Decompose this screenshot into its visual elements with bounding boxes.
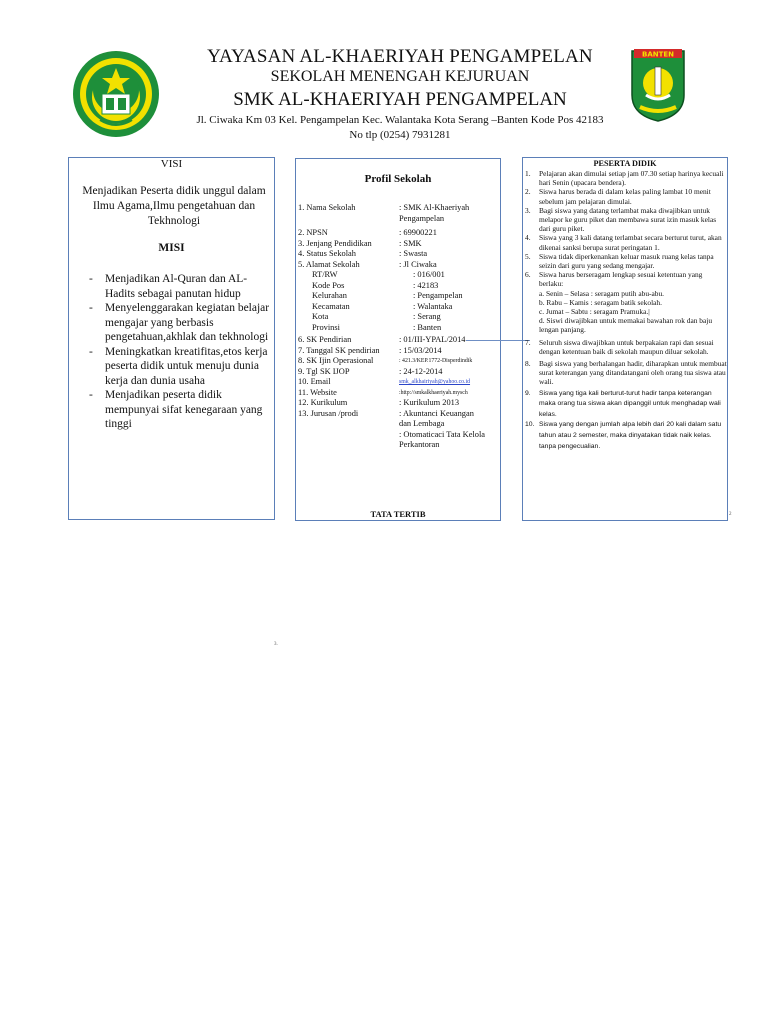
rule-item	[525, 359, 727, 387]
misi-item: - Meningkatkan kreatifitas,etos kerja peserta didik untuk menuju dunia kerja dan dunia usaha	[89, 345, 271, 389]
profil-value: : 42183	[413, 280, 439, 290]
profil-row	[298, 377, 498, 388]
profil-label: Kecamatan	[312, 301, 350, 311]
misi-item: - Menyelenggarakan kegiatan belajar mengajar yang berbasis pengetahuan,akhlak dan tekhnologi	[89, 301, 271, 345]
profil-label: Provinsi	[312, 322, 340, 332]
profil-label	[298, 214, 399, 225]
peserta-didik-panel	[522, 157, 728, 521]
peserta-rules	[525, 169, 727, 452]
profil-row	[298, 312, 498, 323]
rule-text: Siswa harus berseragam lengkap sesuai ketentuan yang berlaku:	[539, 270, 703, 289]
rule-text: Pelajaran akan dimulai setiap jam 07.30 setiap harinya kecuali hari Senin (upacara bendera).	[539, 169, 724, 188]
profil-label: 6. SK Pendirian	[298, 335, 352, 344]
profil-value: : 24-12-2014	[399, 366, 443, 376]
profil-label: 2. NPSN	[298, 228, 328, 237]
profil-value: : Akuntanci Keuangan	[399, 408, 474, 418]
profil-label: Kota	[312, 312, 329, 321]
profil-label: 7. Tanggal SK pendirian	[298, 345, 380, 355]
profil-label: 9. Tgl SK IJOP	[298, 366, 350, 376]
profil-label: Kode Pos	[312, 280, 345, 290]
misi-title: MISI	[158, 242, 185, 254]
rule-item	[525, 233, 727, 251]
rule-item	[525, 169, 727, 187]
profil-value: : 01/III-YPAL/2014	[399, 335, 466, 344]
profil-row	[298, 388, 498, 399]
profil-row	[298, 228, 498, 239]
rule-item	[525, 338, 727, 356]
misi-item: - Menjadikan Al-Quran dan AL-Hadits sebagai panutan hidup	[89, 272, 271, 301]
profil-row	[298, 270, 498, 281]
profil-row	[298, 239, 498, 250]
rule-text: Seluruh siswa diwajibkan untuk berpakaian rapi dan sesuai dengan ketentuan baik di sekolah maupun diluar sekolah.	[539, 337, 714, 356]
uniform-rule: c. Jumat – Sabtu : seragam Pramuka.|	[539, 307, 650, 317]
profil-value: : Otomaticaci Tata Kelola	[399, 429, 485, 439]
profil-row	[298, 249, 498, 260]
page-mark: 2	[729, 512, 732, 517]
yayasan-logo-icon	[72, 50, 160, 138]
rule-text: Bagi siswa yang berhalangan hadir, diharapkan untuk membuat surat keterangan yang ditandatangani oleh orang tua siswa atau wali.	[539, 359, 727, 387]
rule-text: Siswa harus berada di dalam kelas paling lambat 10 menit sebelum jam pelajaran dimulai.	[539, 187, 711, 206]
rule-number: 1.	[525, 169, 531, 178]
uniform-rule: a. Senin – Selasa : seragam putih abu-abu.	[539, 288, 664, 298]
profil-label: 13. Jurusan /prodi	[298, 408, 359, 418]
profil-title: Profil Sekolah	[364, 173, 432, 185]
rule-number: 3.	[525, 205, 531, 215]
banten-label: BANTEN	[641, 50, 675, 59]
rule-item	[525, 420, 727, 452]
profil-row	[298, 291, 498, 302]
uniform-rule: d. Siswi diwajibkan untuk memakai bawahan rok dan baju lengan panjang.	[539, 316, 713, 335]
profil-label	[298, 430, 399, 441]
profil-row	[298, 203, 498, 214]
profil-label: 3. Jenjang Pendidikan	[298, 238, 372, 248]
visi-title: VISI	[160, 158, 183, 170]
profil-row	[298, 440, 498, 451]
divider-line	[466, 340, 530, 341]
profil-label: 8. SK Ijin Operasional	[298, 356, 374, 365]
rule-text: Bagi siswa yang datang terlambat maka diwajibkan untuk melapor ke guru piket dan membawa surat izin masuk kelas dari guru piket.	[539, 205, 717, 234]
header-school-name: SMK AL-KHAERIYAH PENGAMPELAN	[233, 89, 567, 110]
rule-number: 10.	[525, 421, 535, 429]
profil-row	[298, 323, 498, 334]
profil-row	[298, 281, 498, 292]
rule-item	[525, 389, 727, 421]
profil-value: :http://smkalkhaeriyah.mysch	[399, 389, 468, 396]
rule-number: 5.	[525, 251, 531, 261]
profil-value: : Pengampelan	[413, 291, 463, 300]
rule-number: 7.	[525, 337, 531, 347]
rule-number: 4.	[525, 233, 531, 243]
profil-label: Kelurahan	[312, 291, 347, 300]
profil-value: Pengampelan	[399, 213, 445, 223]
profil-value: : Jl Ciwaka	[399, 259, 437, 269]
rule-number: 6.	[525, 270, 531, 280]
profil-label: 1. Nama Sekolah	[298, 203, 356, 212]
rule-text: Siswa tidak diperkenankan keluar masuk ruang kelas tanpa seizin dari guru yang sedang mengajar.	[539, 251, 714, 271]
email-link[interactable]: smk_alkhairiyah@yahoo.co.id	[399, 379, 471, 385]
profil-label: 10. Email	[298, 377, 331, 386]
profil-row	[298, 398, 498, 409]
tata-tertib-title: TATA TERTIB	[370, 509, 426, 519]
profil-row	[298, 260, 498, 271]
rule-number: 8.	[525, 359, 531, 369]
profil-value: : Swasta	[399, 249, 428, 258]
profil-value: : 421.3/KEP.1772-Disperdindik	[399, 358, 473, 364]
profil-value: : Banten	[413, 322, 442, 332]
profil-row	[298, 214, 498, 225]
page-mark: 3.	[274, 642, 278, 647]
visi-misi-panel	[68, 157, 275, 520]
profil-value: : 15/03/2014	[399, 345, 442, 355]
profil-value: : Serang	[413, 312, 441, 321]
profil-row	[298, 409, 498, 420]
profil-row	[298, 419, 498, 430]
misi-item: - Menjadikan peserta didik mempunyai sifat kenegaraan yang tinggi	[89, 388, 271, 432]
profil-value: : Walantaka	[413, 301, 453, 311]
banten-crest-icon	[628, 45, 688, 123]
header-school-type: SEKOLAH MENENGAH KEJURUAN	[270, 68, 530, 85]
rule-item	[525, 252, 727, 270]
profil-row	[298, 430, 498, 441]
header-address: Jl. Ciwaka Km 03 Kel. Pengampelan Kec. Walantaka Kota Serang –Banten Kode Pos 42183	[196, 114, 604, 126]
misi-list	[89, 272, 271, 432]
profil-label: 11. Website	[298, 387, 337, 397]
profil-value: dan Lembaga	[399, 419, 445, 428]
profil-label	[298, 440, 399, 451]
profil-value: : Kurikulum 2013	[399, 398, 460, 407]
uniform-rule: b. Rabu – Kamis : seragam batik sekolah.	[539, 297, 662, 307]
profil-label: 12. Kurikulum	[298, 398, 348, 407]
profil-value: : 016/001	[413, 270, 445, 279]
profil-label: 5. Alamat Sekolah	[298, 259, 360, 269]
profil-value: Perkantoran	[399, 440, 440, 449]
profil-value: : SMK	[399, 238, 422, 248]
rule-item	[525, 206, 727, 234]
rule-number: 9.	[525, 389, 531, 397]
profil-label: RT/RW	[312, 270, 338, 279]
rule-text: Siswa yang tiga kali berturut-turut hadir tanpa keterangan maka orang tua siswa akan dipanggil untuk menghadap wali kelas.	[539, 389, 721, 418]
profil-row	[298, 356, 498, 367]
profil-row	[298, 302, 498, 313]
header-foundation: YAYASAN AL-KHAERIYAH PENGAMPELAN	[207, 46, 593, 67]
profil-table	[298, 203, 498, 451]
visi-text: Menjadikan Peserta didik unggul dalam Ilmu Agama,Ilmu pengetahuan dan Tekhnologi	[82, 185, 266, 227]
profil-label: 4. Status Sekolah	[298, 249, 356, 258]
profil-value: : SMK Al-Khaeriyah	[399, 203, 470, 212]
header-phone: No tlp (0254) 7931281	[349, 129, 451, 141]
rule-text: Siswa yang dengan jumlah alpa lebih dari 20 kali dalam satu tahun atau 2 semester, maka dinyatakan tidak naik kelas. tanpa pengecualian.	[539, 421, 722, 450]
profil-row	[298, 346, 498, 357]
peserta-title: PESERTA DIDIK	[593, 159, 657, 168]
rule-number: 2.	[525, 187, 531, 197]
rule-item	[525, 270, 727, 288]
rule-item	[525, 187, 727, 205]
profil-value: : 69900221	[399, 228, 437, 237]
rule-text: Siswa yang 3 kali datang terlambat secara berturut turut, akan dikenai sanksi berupa surat peringatan 1.	[539, 233, 722, 252]
profil-label	[298, 419, 399, 430]
profil-row	[298, 367, 498, 378]
